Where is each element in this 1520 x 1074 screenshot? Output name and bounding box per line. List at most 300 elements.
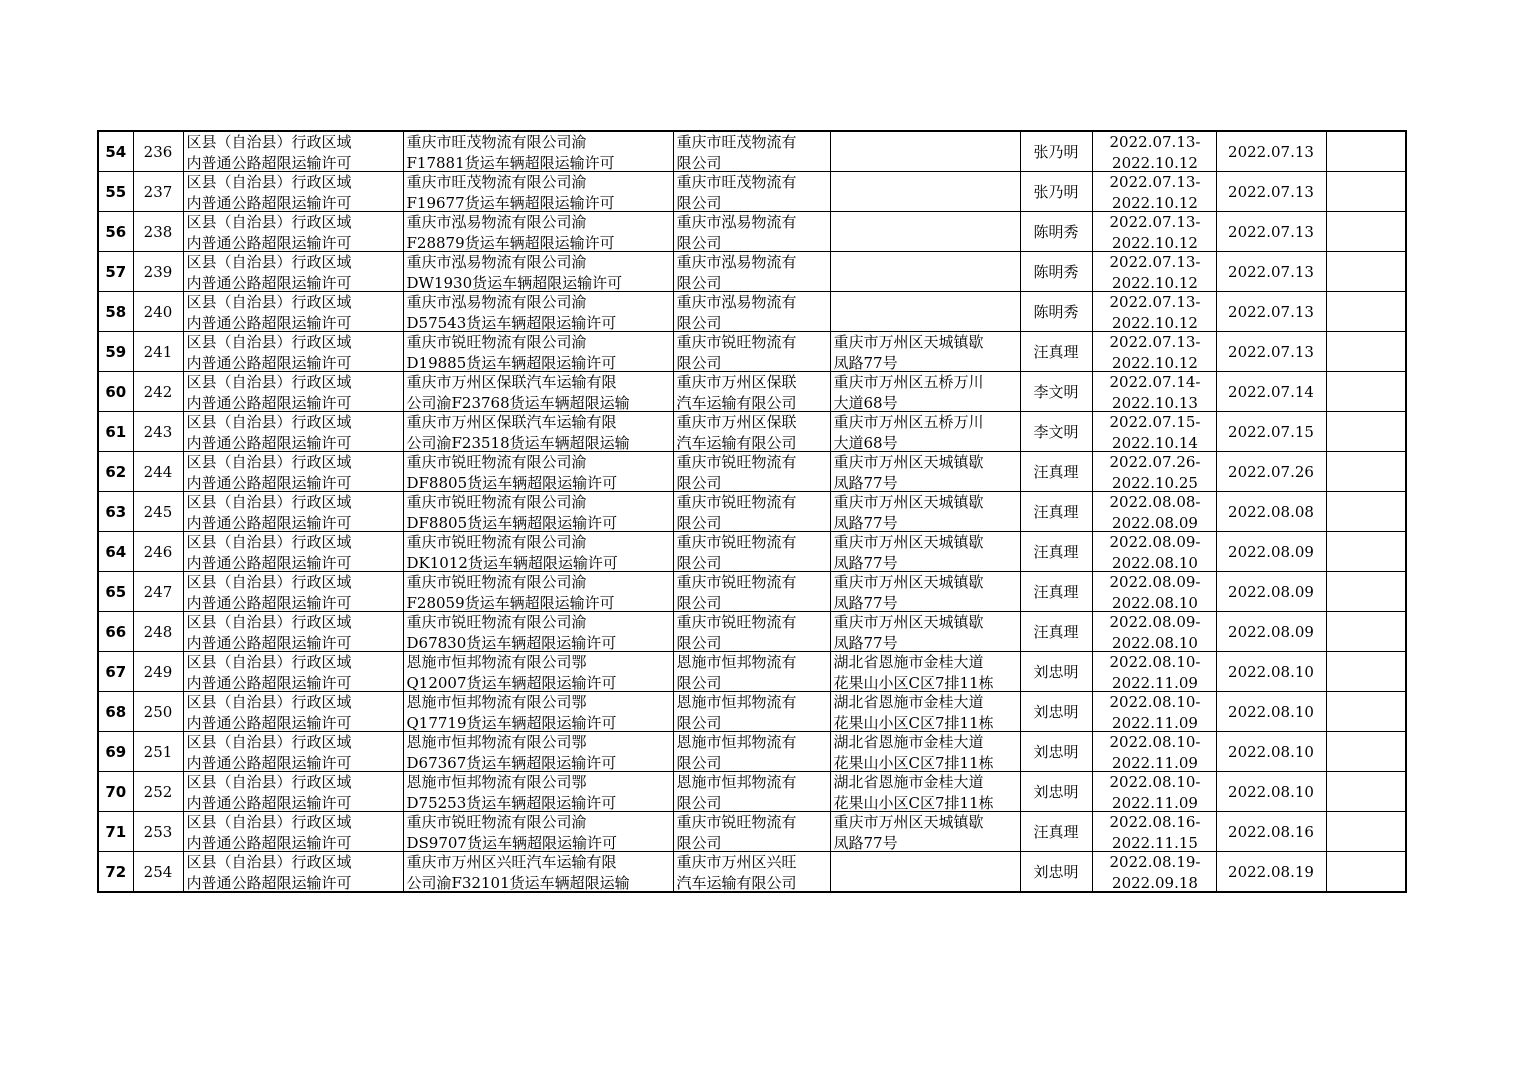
- permit-type-cell: [183, 572, 403, 612]
- validity-period-cell-line: 2022.07.13-: [1109, 253, 1201, 271]
- decision-date-cell: 2022.08.09: [1216, 532, 1326, 572]
- permit-title-cell-line: 重庆市旺茂物流有限公司渝: [406, 173, 587, 191]
- table-row: [98, 612, 1406, 652]
- company-cell-line: 重庆市锐旺物流有: [676, 333, 797, 351]
- validity-period-cell-line: 2022.10.12: [1112, 274, 1198, 291]
- person-cell: 刘忠明: [1020, 732, 1092, 772]
- decision-date-cell: 2022.08.08: [1216, 492, 1326, 532]
- permit-type-cell-line: 区县（自治县）行政区域: [186, 773, 352, 791]
- permit-title-cell-line: 公司渝F23768货运车辆超限运输: [406, 394, 630, 411]
- serial-number-cell: 239: [133, 252, 183, 292]
- validity-period-cell-line: 2022.08.19-: [1109, 853, 1201, 871]
- serial-number-cell: 238: [133, 212, 183, 252]
- company-cell: [673, 332, 830, 372]
- address-cell: [830, 732, 1020, 772]
- permit-title-cell-line: 重庆市锐旺物流有限公司渝: [406, 533, 587, 551]
- decision-date-cell: 2022.08.09: [1216, 612, 1326, 652]
- company-cell-line: 重庆市万州区保联: [676, 373, 797, 391]
- serial-number-cell: 247: [133, 572, 183, 612]
- permit-title-cell-line: F17881货运车辆超限运输许可: [406, 154, 615, 171]
- validity-period-cell-line: 2022.08.10-: [1109, 773, 1201, 791]
- person-cell: 刘忠明: [1020, 772, 1092, 812]
- validity-period-cell-line: 2022.10.12: [1112, 234, 1198, 251]
- validity-period-cell-line: 2022.07.15-: [1109, 413, 1201, 431]
- company-cell-line: 恩施市恒邦物流有: [676, 733, 797, 751]
- permit-type-cell: [183, 131, 403, 172]
- table-row: [98, 732, 1406, 772]
- validity-period-cell: [1092, 812, 1216, 852]
- serial-number-cell: 250: [133, 692, 183, 732]
- permit-title-cell: [403, 252, 673, 292]
- validity-period-cell-line: 2022.11.09: [1112, 754, 1198, 771]
- company-cell-line: 限公司: [676, 634, 722, 651]
- permit-title-cell-line: 重庆市泓易物流有限公司渝: [406, 213, 587, 231]
- company-cell-line: 限公司: [676, 714, 722, 731]
- permit-type-cell-line: 区县（自治县）行政区域: [186, 573, 352, 591]
- permit-type-cell: [183, 332, 403, 372]
- validity-period-cell-line: 2022.07.13-: [1109, 213, 1201, 231]
- permit-type-cell-line: 内普通公路超限运输许可: [186, 634, 352, 651]
- validity-period-cell: [1092, 292, 1216, 332]
- serial-number-cell: 245: [133, 492, 183, 532]
- company-cell-line: 重庆市锐旺物流有: [676, 613, 797, 631]
- permit-title-cell: [403, 292, 673, 332]
- validity-period-cell-line: 2022.10.12: [1112, 314, 1198, 331]
- validity-period-cell-line: 2022.08.10: [1112, 594, 1198, 611]
- person-cell: 汪真理: [1020, 812, 1092, 852]
- decision-date-cell: 2022.08.10: [1216, 652, 1326, 692]
- person-cell: 汪真理: [1020, 332, 1092, 372]
- remark-cell: [1326, 572, 1406, 612]
- row-index-cell: 72: [98, 852, 133, 893]
- row-index-cell: 56: [98, 212, 133, 252]
- decision-date-cell: 2022.07.13: [1216, 131, 1326, 172]
- address-cell-line: 大道68号: [833, 434, 898, 451]
- permit-type-cell-line: 区县（自治县）行政区域: [186, 413, 352, 431]
- validity-period-cell-line: 2022.08.10: [1112, 634, 1198, 651]
- company-cell-line: 汽车运输有限公司: [676, 394, 797, 411]
- company-cell-line: 重庆市万州区保联: [676, 413, 797, 431]
- address-cell-line: 花果山小区C区7排11栋: [833, 714, 994, 731]
- validity-period-cell-line: 2022.08.10: [1112, 554, 1198, 571]
- permit-type-cell-line: 区县（自治县）行政区域: [186, 533, 352, 551]
- permit-title-cell-line: 重庆市锐旺物流有限公司渝: [406, 813, 587, 831]
- permit-type-cell-line: 区县（自治县）行政区域: [186, 453, 352, 471]
- person-cell: 汪真理: [1020, 452, 1092, 492]
- validity-period-cell-line: 2022.10.12: [1112, 354, 1198, 371]
- permit-title-cell: [403, 492, 673, 532]
- permit-title-cell-line: 重庆市锐旺物流有限公司渝: [406, 453, 587, 471]
- decision-date-cell: 2022.07.13: [1216, 212, 1326, 252]
- remark-cell: [1326, 492, 1406, 532]
- permit-title-cell: [403, 532, 673, 572]
- company-cell-line: 重庆市锐旺物流有: [676, 493, 797, 511]
- address-cell: [830, 172, 1020, 212]
- company-cell-line: 恩施市恒邦物流有: [676, 693, 797, 711]
- permit-title-cell-line: D67367货运车辆超限运输许可: [406, 754, 617, 771]
- row-index-cell: 54: [98, 131, 133, 172]
- row-index-cell: 69: [98, 732, 133, 772]
- company-cell-line: 重庆市泓易物流有: [676, 213, 797, 231]
- address-cell: [830, 612, 1020, 652]
- table-row: [98, 572, 1406, 612]
- permit-type-cell-line: 区县（自治县）行政区域: [186, 253, 352, 271]
- decision-date-cell: 2022.08.16: [1216, 812, 1326, 852]
- permit-type-cell: [183, 652, 403, 692]
- address-cell-line: [834, 313, 1019, 331]
- company-cell: [673, 852, 830, 893]
- table-row: [98, 652, 1406, 692]
- company-cell: [673, 692, 830, 732]
- decision-date-cell: 2022.07.13: [1216, 172, 1326, 212]
- address-cell-line: [834, 132, 1019, 153]
- address-cell-line: 湖北省恩施市金桂大道: [833, 733, 984, 751]
- permit-title-cell-line: Q12007货运车辆超限运输许可: [406, 674, 617, 691]
- remark-cell: [1326, 612, 1406, 652]
- row-index-cell: 67: [98, 652, 133, 692]
- company-cell-line: 恩施市恒邦物流有: [676, 773, 797, 791]
- company-cell: [673, 612, 830, 652]
- permit-type-cell: [183, 212, 403, 252]
- permit-type-cell: [183, 772, 403, 812]
- permit-title-cell-line: 恩施市恒邦物流有限公司鄂: [406, 733, 587, 751]
- validity-period-cell: [1092, 332, 1216, 372]
- permit-type-cell-line: 区县（自治县）行政区域: [186, 733, 352, 751]
- permit-title-cell: [403, 332, 673, 372]
- validity-period-cell-line: 2022.08.09: [1112, 514, 1198, 531]
- row-index-cell: 66: [98, 612, 133, 652]
- address-cell-line: [834, 873, 1019, 891]
- company-cell-line: 重庆市锐旺物流有: [676, 813, 797, 831]
- permit-type-cell-line: 内普通公路超限运输许可: [186, 234, 352, 251]
- permit-type-cell: [183, 732, 403, 772]
- company-cell-line: 限公司: [676, 674, 722, 691]
- address-cell-line: 花果山小区C区7排11栋: [833, 754, 994, 771]
- row-index-cell: 70: [98, 772, 133, 812]
- person-cell: 陈明秀: [1020, 292, 1092, 332]
- row-index-cell: 58: [98, 292, 133, 332]
- company-cell-line: 汽车运输有限公司: [676, 434, 797, 451]
- row-index-cell: 68: [98, 692, 133, 732]
- company-cell-line: 恩施市恒邦物流有: [676, 653, 797, 671]
- permit-title-cell-line: D67830货运车辆超限运输许可: [406, 634, 617, 651]
- company-cell-line: 重庆市锐旺物流有: [676, 533, 797, 551]
- permit-type-cell-line: 内普通公路超限运输许可: [186, 354, 352, 371]
- company-cell-line: 限公司: [676, 834, 722, 851]
- validity-period-cell: [1092, 372, 1216, 412]
- remark-cell: [1326, 412, 1406, 452]
- company-cell: [673, 131, 830, 172]
- company-cell-line: 限公司: [676, 754, 722, 771]
- table-row: [98, 812, 1406, 852]
- table-row: [98, 172, 1406, 212]
- row-index-cell: 64: [98, 532, 133, 572]
- address-cell: [830, 252, 1020, 292]
- permit-type-cell-line: 内普通公路超限运输许可: [186, 514, 352, 531]
- permit-title-cell: [403, 732, 673, 772]
- validity-period-cell-line: 2022.07.13-: [1109, 333, 1201, 351]
- validity-period-cell-line: 2022.08.09-: [1109, 613, 1201, 631]
- address-cell: [830, 452, 1020, 492]
- permit-title-cell-line: F28059货运车辆超限运输许可: [406, 594, 615, 611]
- permit-type-cell-line: 区县（自治县）行政区域: [186, 213, 352, 231]
- decision-date-cell: 2022.07.26: [1216, 452, 1326, 492]
- permit-title-cell-line: 重庆市旺茂物流有限公司渝: [406, 133, 587, 151]
- address-cell-line: 重庆市万州区天城镇歇: [833, 813, 984, 831]
- permit-title-cell-line: D75253货运车辆超限运输许可: [406, 794, 617, 811]
- remark-cell: [1326, 172, 1406, 212]
- permit-title-cell-line: 重庆市锐旺物流有限公司渝: [406, 613, 587, 631]
- permit-type-cell: [183, 812, 403, 852]
- serial-number-cell: 254: [133, 852, 183, 893]
- address-cell-line: 凤路77号: [833, 634, 898, 651]
- company-cell-line: 限公司: [676, 474, 722, 491]
- remark-cell: [1326, 332, 1406, 372]
- permit-type-cell: [183, 532, 403, 572]
- company-cell-line: 汽车运输有限公司: [676, 874, 797, 891]
- permit-title-cell: [403, 572, 673, 612]
- address-cell: [830, 212, 1020, 252]
- permit-type-cell-line: 区县（自治县）行政区域: [186, 293, 352, 311]
- remark-cell: [1326, 252, 1406, 292]
- permit-title-cell-line: 恩施市恒邦物流有限公司鄂: [406, 773, 587, 791]
- permit-title-cell-line: 重庆市锐旺物流有限公司渝: [406, 573, 587, 591]
- company-cell-line: 重庆市泓易物流有: [676, 253, 797, 271]
- company-cell-line: 限公司: [676, 354, 722, 371]
- permit-type-cell: [183, 452, 403, 492]
- row-index-cell: 59: [98, 332, 133, 372]
- validity-period-cell-line: 2022.07.13-: [1109, 173, 1201, 191]
- permit-table: [97, 130, 1407, 893]
- permit-title-cell: [403, 652, 673, 692]
- decision-date-cell: 2022.08.10: [1216, 732, 1326, 772]
- address-cell: [830, 772, 1020, 812]
- validity-period-cell: [1092, 772, 1216, 812]
- row-index-cell: 61: [98, 412, 133, 452]
- validity-period-cell: [1092, 612, 1216, 652]
- company-cell-line: 限公司: [676, 514, 722, 531]
- table-row: [98, 492, 1406, 532]
- company-cell: [673, 492, 830, 532]
- permit-title-cell-line: DW1930货运车辆超限运输许可: [406, 274, 623, 291]
- permit-title-cell-line: 公司渝F23518货运车辆超限运输: [406, 434, 630, 451]
- permit-title-cell-line: 重庆市锐旺物流有限公司渝: [406, 493, 587, 511]
- remark-cell: [1326, 452, 1406, 492]
- serial-number-cell: 240: [133, 292, 183, 332]
- company-cell: [673, 812, 830, 852]
- address-cell-line: 湖北省恩施市金桂大道: [833, 773, 984, 791]
- table-row: [98, 412, 1406, 452]
- decision-date-cell: 2022.08.19: [1216, 852, 1326, 893]
- company-cell: [673, 212, 830, 252]
- remark-cell: [1326, 852, 1406, 893]
- permit-type-cell-line: 区县（自治县）行政区域: [186, 653, 352, 671]
- permit-title-cell-line: DF8805货运车辆超限运输许可: [406, 514, 618, 531]
- permit-type-cell-line: 内普通公路超限运输许可: [186, 154, 352, 171]
- decision-date-cell: 2022.07.14: [1216, 372, 1326, 412]
- address-cell-line: [834, 233, 1019, 251]
- person-cell: 汪真理: [1020, 532, 1092, 572]
- permit-title-cell: [403, 852, 673, 893]
- validity-period-cell-line: 2022.10.12: [1112, 194, 1198, 211]
- serial-number-cell: 244: [133, 452, 183, 492]
- permit-type-cell-line: 内普通公路超限运输许可: [186, 834, 352, 851]
- company-cell-line: 重庆市锐旺物流有: [676, 453, 797, 471]
- row-index-cell: 57: [98, 252, 133, 292]
- permit-type-cell-line: 内普通公路超限运输许可: [186, 874, 352, 891]
- remark-cell: [1326, 212, 1406, 252]
- company-cell-line: 重庆市旺茂物流有: [676, 133, 797, 151]
- validity-period-cell-line: 2022.11.09: [1112, 714, 1198, 731]
- remark-cell: [1326, 532, 1406, 572]
- company-cell: [673, 372, 830, 412]
- permit-type-cell-line: 内普通公路超限运输许可: [186, 274, 352, 291]
- validity-period-cell: [1092, 412, 1216, 452]
- address-cell-line: 重庆市万州区天城镇歇: [833, 613, 984, 631]
- address-cell: [830, 812, 1020, 852]
- serial-number-cell: 242: [133, 372, 183, 412]
- row-index-cell: 71: [98, 812, 133, 852]
- permit-type-cell-line: 内普通公路超限运输许可: [186, 714, 352, 731]
- permit-title-cell-line: 恩施市恒邦物流有限公司鄂: [406, 653, 587, 671]
- table-row: [98, 532, 1406, 572]
- remark-cell: [1326, 292, 1406, 332]
- company-cell-line: 限公司: [676, 594, 722, 611]
- row-index-cell: 55: [98, 172, 133, 212]
- address-cell-line: [834, 252, 1019, 273]
- permit-type-cell-line: 区县（自治县）行政区域: [186, 853, 352, 871]
- person-cell: 张乃明: [1020, 172, 1092, 212]
- address-cell: [830, 292, 1020, 332]
- address-cell-line: 湖北省恩施市金桂大道: [833, 653, 984, 671]
- company-cell: [673, 572, 830, 612]
- address-cell: [830, 852, 1020, 893]
- permit-type-cell-line: 内普通公路超限运输许可: [186, 674, 352, 691]
- remark-cell: [1326, 372, 1406, 412]
- remark-cell: [1326, 772, 1406, 812]
- address-cell-line: [834, 172, 1019, 193]
- permit-type-cell-line: 区县（自治县）行政区域: [186, 613, 352, 631]
- remark-cell: [1326, 652, 1406, 692]
- permit-type-cell-line: 区县（自治县）行政区域: [186, 693, 352, 711]
- permit-type-cell: [183, 292, 403, 332]
- company-cell: [673, 172, 830, 212]
- address-cell-line: 重庆市万州区天城镇歇: [833, 333, 984, 351]
- address-cell-line: [834, 193, 1019, 211]
- person-cell: 刘忠明: [1020, 692, 1092, 732]
- company-cell: [673, 532, 830, 572]
- validity-period-cell-line: 2022.07.13-: [1109, 133, 1201, 151]
- company-cell-line: 限公司: [676, 554, 722, 571]
- permit-type-cell: [183, 852, 403, 893]
- permit-title-cell-line: F28879货运车辆超限运输许可: [406, 234, 615, 251]
- decision-date-cell: 2022.08.10: [1216, 692, 1326, 732]
- address-cell-line: 凤路77号: [833, 554, 898, 571]
- company-cell: [673, 452, 830, 492]
- address-cell-line: [834, 153, 1019, 171]
- permit-title-cell: [403, 692, 673, 732]
- address-cell: [830, 532, 1020, 572]
- decision-date-cell: 2022.08.10: [1216, 772, 1326, 812]
- permit-title-cell: [403, 452, 673, 492]
- permit-title-cell-line: 公司渝F32101货运车辆超限运输: [406, 874, 630, 891]
- company-cell: [673, 292, 830, 332]
- validity-period-cell-line: 2022.09.18: [1112, 874, 1198, 891]
- serial-number-cell: 236: [133, 131, 183, 172]
- permit-title-cell-line: 重庆市万州区兴旺汽车运输有限: [406, 853, 617, 871]
- row-index-cell: 65: [98, 572, 133, 612]
- permit-type-cell-line: 区县（自治县）行政区域: [186, 813, 352, 831]
- permit-title-cell-line: DS9707货运车辆超限运输许可: [406, 834, 617, 851]
- validity-period-cell: [1092, 172, 1216, 212]
- permit-type-cell-line: 内普通公路超限运输许可: [186, 314, 352, 331]
- permit-title-cell-line: D57543货运车辆超限运输许可: [406, 314, 617, 331]
- company-cell-line: 限公司: [676, 234, 722, 251]
- permit-title-cell: [403, 212, 673, 252]
- permit-type-cell-line: 区县（自治县）行政区域: [186, 493, 352, 511]
- permit-type-cell-line: 内普通公路超限运输许可: [186, 434, 352, 451]
- serial-number-cell: 248: [133, 612, 183, 652]
- address-cell-line: [834, 852, 1019, 873]
- person-cell: 汪真理: [1020, 492, 1092, 532]
- person-cell: 刘忠明: [1020, 852, 1092, 893]
- validity-period-cell: [1092, 252, 1216, 292]
- company-cell-line: 限公司: [676, 194, 722, 211]
- permit-title-cell-line: 重庆市泓易物流有限公司渝: [406, 293, 587, 311]
- validity-period-cell-line: 2022.11.15: [1112, 834, 1198, 851]
- permit-type-cell-line: 内普通公路超限运输许可: [186, 794, 352, 811]
- address-cell-line: 凤路77号: [833, 354, 898, 371]
- serial-number-cell: 251: [133, 732, 183, 772]
- permit-title-cell-line: 重庆市万州区保联汽车运输有限: [406, 413, 617, 431]
- address-cell: [830, 372, 1020, 412]
- validity-period-cell-line: 2022.08.16-: [1109, 813, 1201, 831]
- validity-period-cell-line: 2022.08.10-: [1109, 693, 1201, 711]
- validity-period-cell: [1092, 732, 1216, 772]
- address-cell-line: 重庆市万州区天城镇歇: [833, 533, 984, 551]
- serial-number-cell: 252: [133, 772, 183, 812]
- permit-type-cell-line: 区县（自治县）行政区域: [186, 373, 352, 391]
- validity-period-cell-line: 2022.08.10-: [1109, 653, 1201, 671]
- permit-type-cell: [183, 172, 403, 212]
- permit-title-cell-line: F19677货运车辆超限运输许可: [406, 194, 615, 211]
- table-row: [98, 852, 1406, 893]
- table-body: [98, 131, 1406, 892]
- permit-title-cell: [403, 812, 673, 852]
- address-cell-line: 重庆市万州区天城镇歇: [833, 493, 984, 511]
- validity-period-cell-line: 2022.08.10-: [1109, 733, 1201, 751]
- validity-period-cell-line: 2022.10.12: [1112, 154, 1198, 171]
- company-cell-line: 重庆市锐旺物流有: [676, 573, 797, 591]
- permit-type-cell-line: 区县（自治县）行政区域: [186, 173, 352, 191]
- row-index-cell: 60: [98, 372, 133, 412]
- table-row: [98, 772, 1406, 812]
- company-cell-line: 限公司: [676, 314, 722, 331]
- address-cell-line: 湖北省恩施市金桂大道: [833, 693, 984, 711]
- validity-period-cell: [1092, 212, 1216, 252]
- decision-date-cell: 2022.07.13: [1216, 292, 1326, 332]
- permit-type-cell-line: 区县（自治县）行政区域: [186, 133, 352, 151]
- permit-title-cell: [403, 612, 673, 652]
- address-cell-line: 花果山小区C区7排11栋: [833, 794, 994, 811]
- address-cell-line: 凤路77号: [833, 474, 898, 491]
- remark-cell: [1326, 812, 1406, 852]
- validity-period-cell: [1092, 131, 1216, 172]
- serial-number-cell: 243: [133, 412, 183, 452]
- permit-type-cell-line: 内普通公路超限运输许可: [186, 394, 352, 411]
- person-cell: 李文明: [1020, 372, 1092, 412]
- person-cell: 汪真理: [1020, 612, 1092, 652]
